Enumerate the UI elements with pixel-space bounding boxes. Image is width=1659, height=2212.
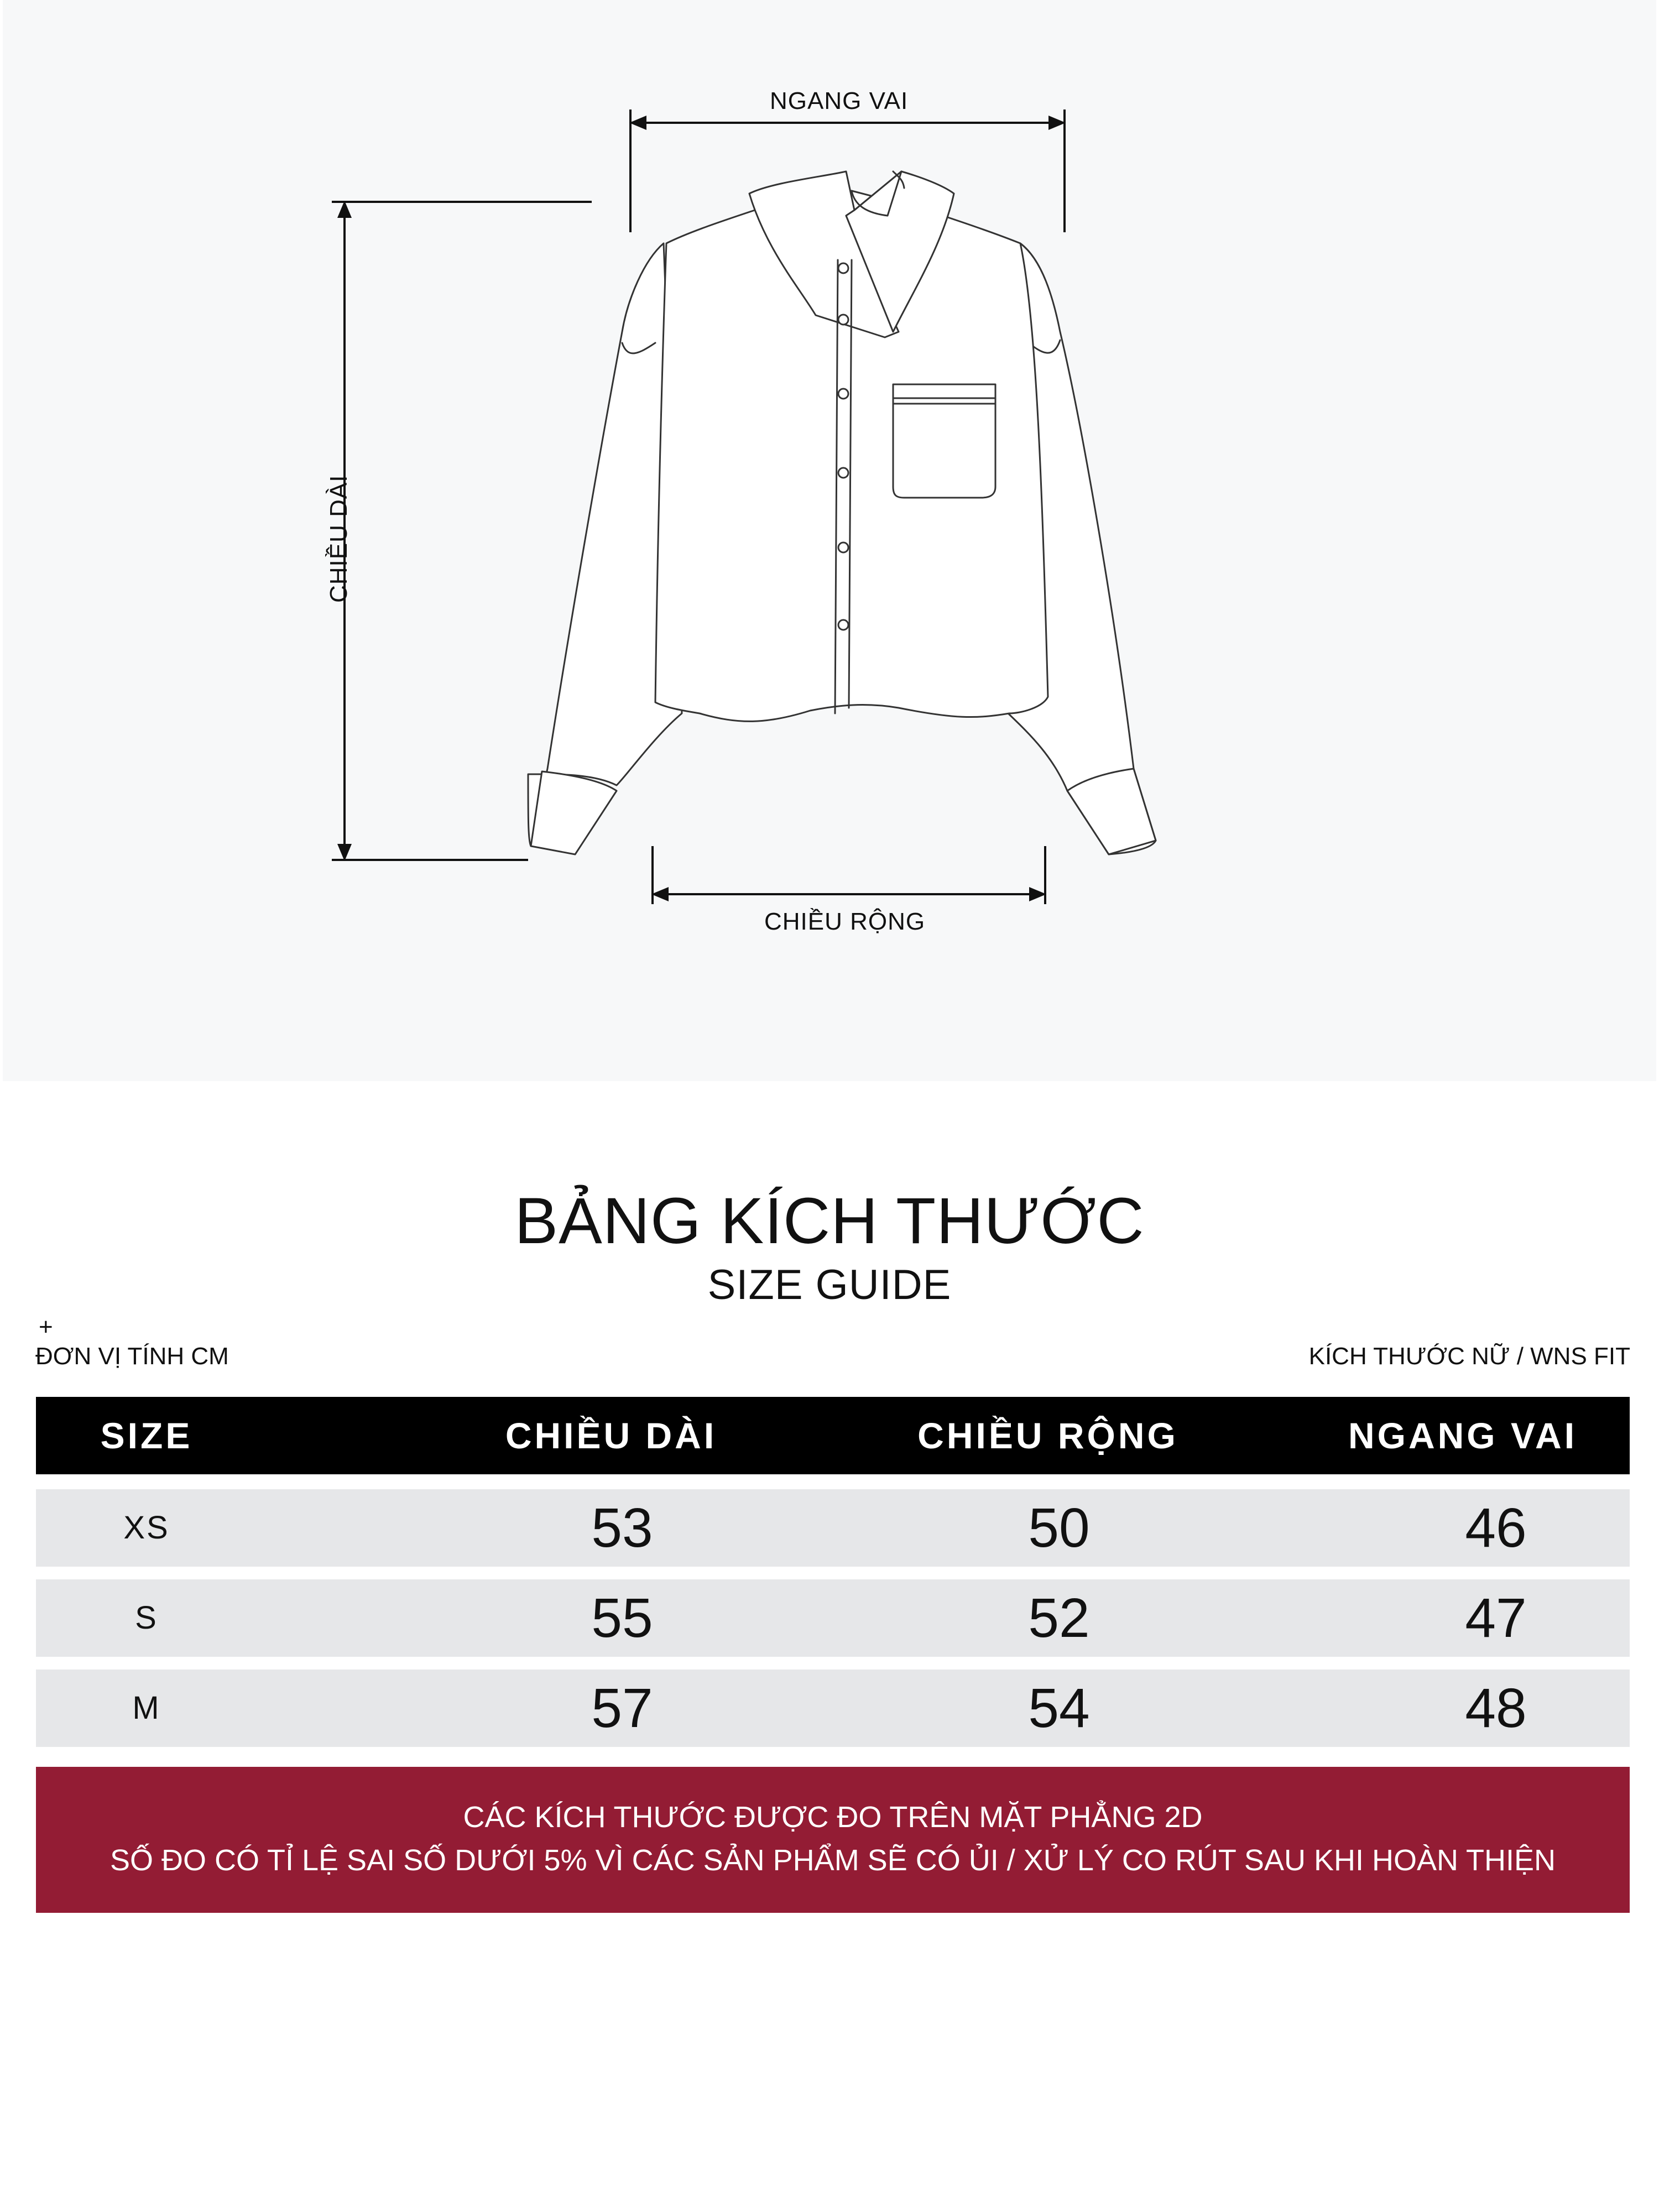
- header-width: CHIỀU RỘNG: [917, 1415, 1178, 1456]
- table-row: [36, 1670, 1630, 1747]
- cell-size: S: [135, 1600, 158, 1636]
- size-table-header: [36, 1397, 1630, 1474]
- unit-note: ĐƠN VỊ TÍNH CM: [35, 1343, 229, 1370]
- cell-size: XS: [123, 1510, 170, 1546]
- fit-note: KÍCH THƯỚC NỮ / WNS FIT: [1308, 1343, 1630, 1370]
- table-row: [36, 1579, 1630, 1657]
- cell-shoulder: 48: [1465, 1677, 1527, 1739]
- header-size: SIZE: [100, 1415, 193, 1456]
- measurement-note: [36, 1767, 1630, 1913]
- cell-width: 54: [1028, 1677, 1090, 1739]
- plus-mark: +: [39, 1313, 53, 1340]
- cell-length: 57: [591, 1677, 653, 1739]
- page-subtitle: SIZE GUIDE: [707, 1261, 952, 1308]
- garment-diagram: [3, 0, 1656, 1081]
- table-row: [36, 1489, 1630, 1567]
- cell-shoulder: 47: [1465, 1587, 1527, 1649]
- cell-length: 55: [591, 1587, 653, 1649]
- width-label: CHIỀU RỘNG: [764, 908, 926, 935]
- header-length: CHIỀU DÀI: [505, 1415, 717, 1456]
- note-line-2: SỐ ĐO CÓ TỈ LỆ SAI SỐ DƯỚI 5% VÌ CÁC SẢN PHẨM SẼ CÓ ỦI / XỬ LÝ CO RÚT SAU KHI HOÀN THIỆN: [109, 1844, 1556, 1877]
- header-shoulder: NGANG VAI: [1348, 1415, 1578, 1456]
- cell-width: 50: [1028, 1497, 1090, 1559]
- note-line-1: CÁC KÍCH THƯỚC ĐƯỢC ĐO TRÊN MẶT PHẲNG 2D: [463, 1801, 1203, 1834]
- cell-size: M: [132, 1690, 161, 1726]
- cell-shoulder: 46: [1465, 1497, 1527, 1559]
- cell-width: 52: [1028, 1587, 1090, 1649]
- shoulder-label: NGANG VAI: [770, 87, 909, 114]
- page-title: BẢNG KÍCH THƯỚC: [514, 1185, 1145, 1258]
- cell-length: 53: [591, 1497, 653, 1559]
- length-label: CHIỀU DÀI: [325, 474, 352, 603]
